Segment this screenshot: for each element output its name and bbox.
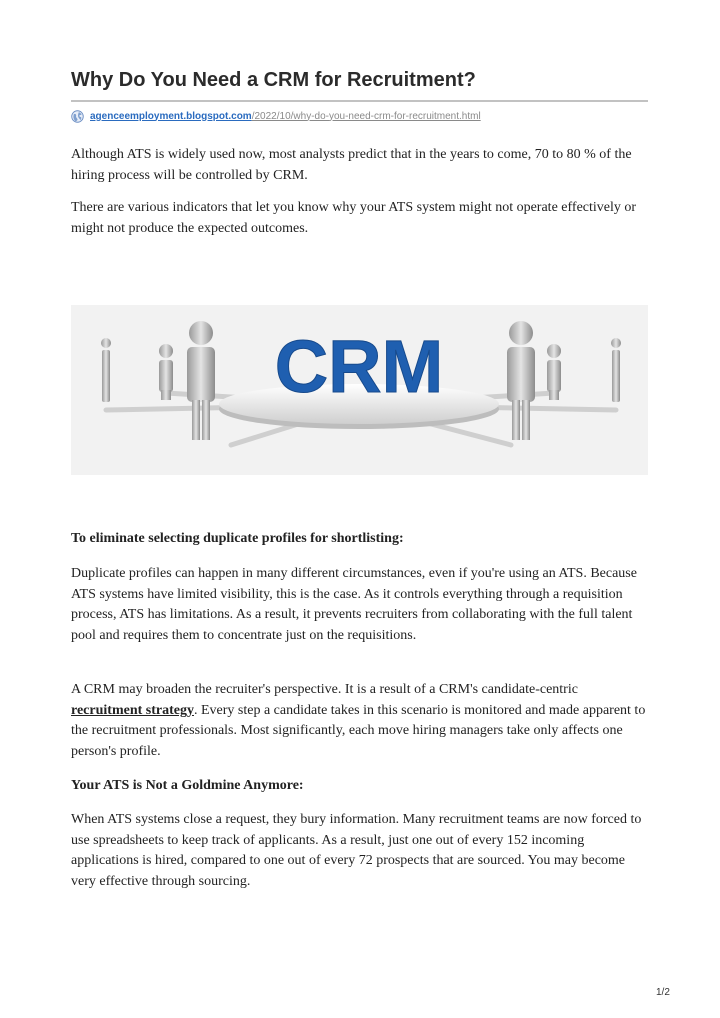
section1-heading: To eliminate selecting duplicate profiles for shortlisting: [71, 531, 404, 546]
section1-paragraph-1: Duplicate profiles can happen in many different circumstances, even if you're using an ATS. Because ATS systems have limited visibility, this is the case. As it controls everything through a requisition process, ATS has limitations. As a result, it prevents recruiters from collaborating with the full talent pool and requires them to concentrate just on the requisitions. [71, 566, 637, 643]
intro-paragraph-2: There are various indicators that let you know why your ATS system might not operate effectively or might not produce the expected outcomes. [71, 200, 637, 236]
section1-p2-after: . Every step a candidate takes in this scenario is monitored and made apparent to the recruitment professionals. Most significantly, each move hiring managers take only affects one person's profile. [71, 702, 646, 759]
page-number: 1/2 [656, 987, 670, 998]
crm-hero-image [71, 305, 648, 475]
source-domain[interactable]: agenceemployment.blogspot.com [90, 110, 252, 122]
page-title: Why Do You Need a CRM for Recruitment? [71, 69, 476, 91]
title-divider [71, 100, 648, 102]
section2-heading: Your ATS is Not a Goldmine Anymore: [71, 778, 304, 793]
source-url[interactable] [71, 108, 481, 124]
crm-logo-text: CRM [274, 325, 444, 408]
source-path[interactable]: /2022/10/why-do-you-need-crm-for-recruitment.html [251, 110, 481, 122]
section2-paragraph-1: When ATS systems close a request, they bury information. Many recruitment teams are now forced to use spreadsheets to keep track of applicants. As a result, just one out of every 152 incoming applications is hired, compared to one out of every 72 prospects that are sourced. You may become very effective through sourcing. [71, 812, 642, 889]
intro-paragraph-1: Although ATS is widely used now, most analysts predict that in the years to come, 70 to 80 % of the hiring process will be controlled by CRM. [71, 147, 632, 183]
globe-icon [71, 110, 84, 123]
section1-p2-before: A CRM may broaden the recruiter's perspective. It is a result of a CRM's candidate-centric [71, 682, 578, 697]
section1-paragraph-2 [71, 680, 651, 762]
crm-illustration [71, 305, 648, 475]
recruitment-strategy-link[interactable]: recruitment strategy [71, 702, 194, 718]
